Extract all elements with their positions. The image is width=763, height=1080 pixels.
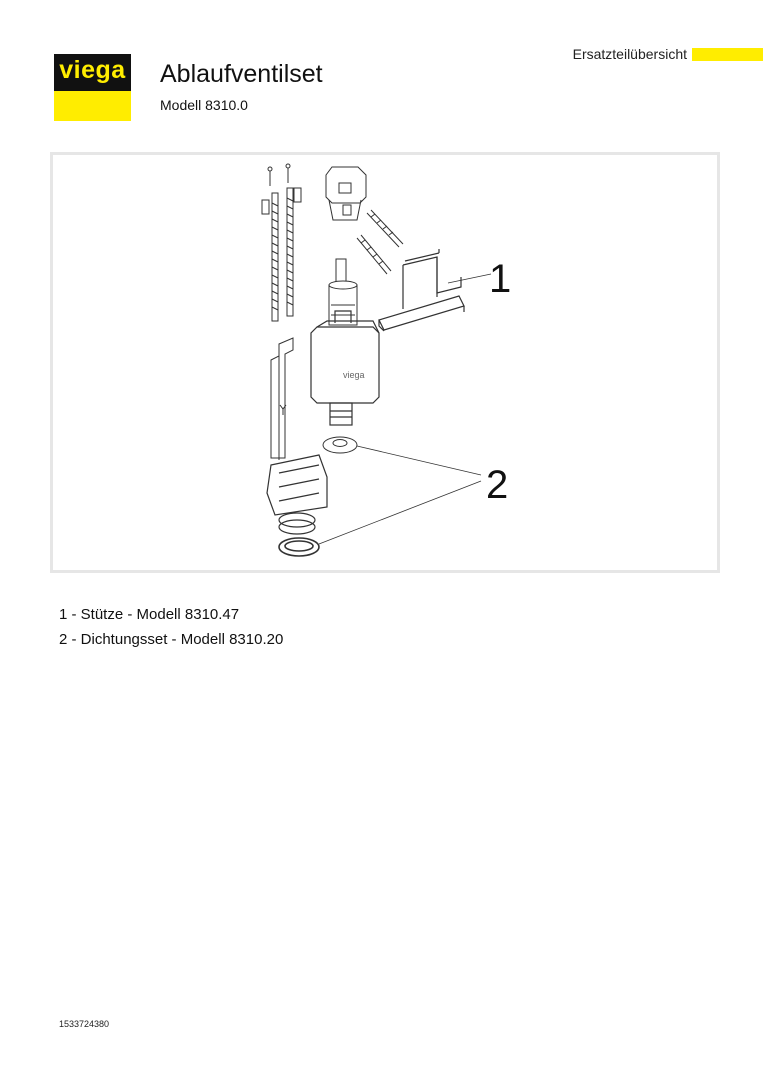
logo-yellow-block (54, 91, 131, 121)
document-number: 1533724380 (59, 1019, 110, 1029)
overflow-pipe (271, 338, 293, 460)
parts-list (59, 605, 283, 655)
valve-column (329, 259, 357, 325)
o-ring-large (279, 538, 319, 556)
screw-left (268, 167, 272, 186)
threaded-rod-right (287, 188, 293, 316)
exploded-view-drawing (53, 155, 717, 570)
screw-right (286, 164, 290, 183)
logo-dark-block (54, 54, 131, 91)
callout-2: 2 (486, 463, 509, 507)
svg-text:viega: viega (343, 370, 365, 380)
support-bracket (379, 249, 464, 331)
drain-housing (267, 455, 327, 534)
document-type-label: Ersatzteilübersicht (572, 46, 687, 62)
threaded-rod-left (272, 193, 278, 321)
model-subtitle: Modell 8310.0 (160, 97, 248, 113)
callout-1: 1 (489, 257, 512, 301)
clip-right (294, 188, 301, 202)
page-title: Ablaufventilset (160, 60, 323, 88)
small-rod-lower (357, 235, 391, 274)
viega-logo (54, 54, 131, 121)
clip-left (262, 200, 269, 214)
exploded-view-figure (50, 152, 720, 573)
document-type-bar (692, 48, 763, 61)
small-rod-upper (367, 210, 403, 247)
top-clamp-block (326, 167, 366, 220)
logo-wordmark: viega (59, 56, 126, 84)
part-item-1: 1 - Stütze - Modell 8310.47 (59, 606, 240, 623)
valve-body (311, 311, 379, 425)
part-item-2: 2 - Dichtungsset - Modell 8310.20 (59, 631, 284, 648)
seal-washer-small (323, 437, 357, 453)
